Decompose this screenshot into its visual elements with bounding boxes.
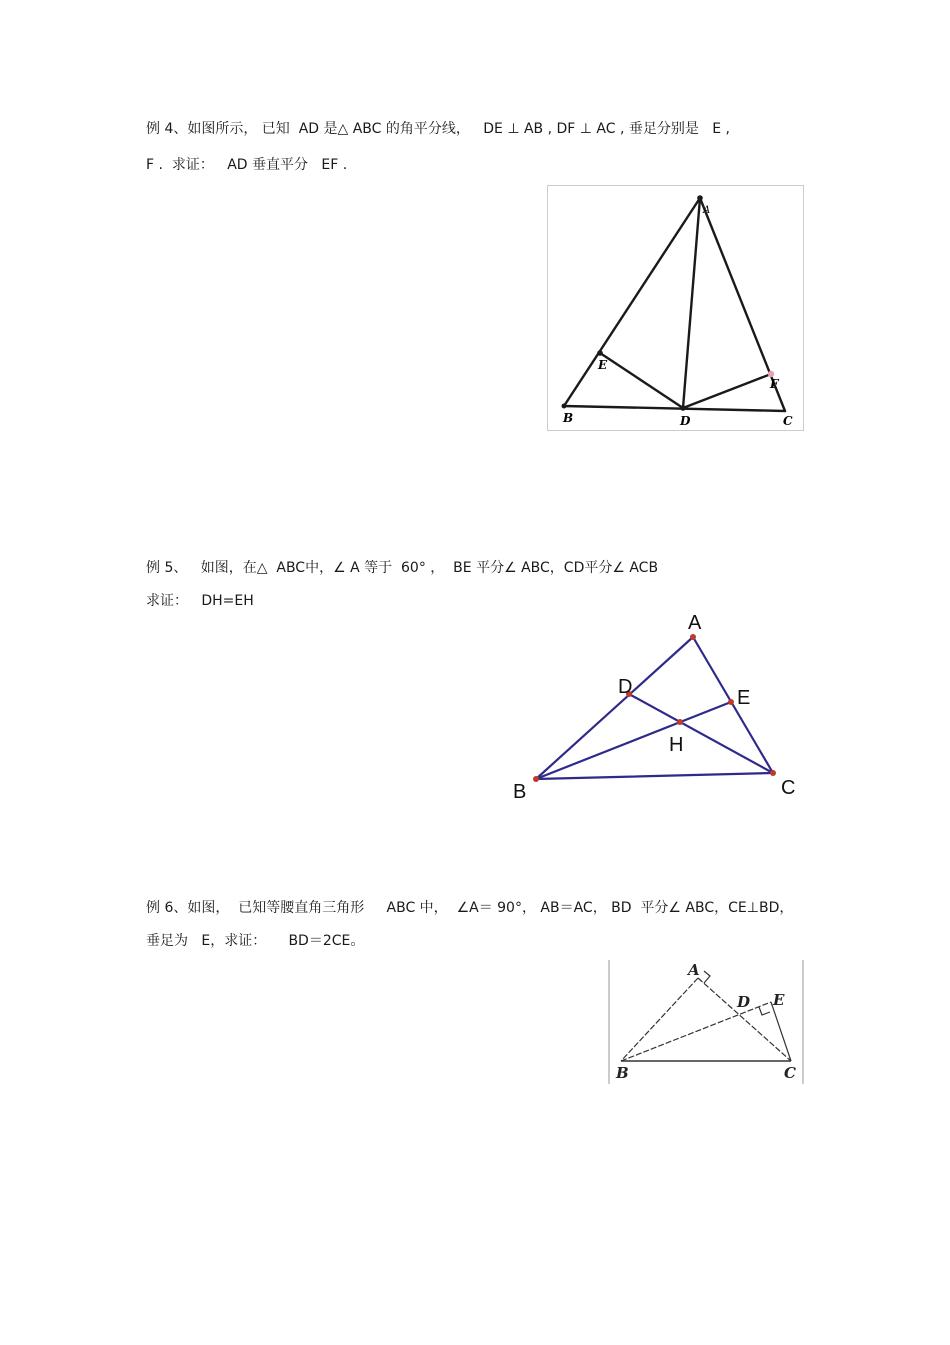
label-E: E bbox=[737, 687, 751, 709]
label-H: H bbox=[669, 734, 684, 756]
point-A bbox=[697, 195, 703, 201]
point-D bbox=[680, 405, 686, 411]
segment-BE bbox=[536, 702, 731, 779]
point-E bbox=[728, 699, 734, 705]
label-A: A bbox=[703, 205, 711, 216]
label-B: B bbox=[563, 411, 574, 425]
label-D: D bbox=[618, 676, 633, 698]
point-E bbox=[597, 350, 603, 356]
side-AB bbox=[621, 978, 698, 1061]
point-H bbox=[677, 719, 683, 725]
point-A bbox=[690, 634, 696, 640]
label-B: B bbox=[513, 781, 527, 803]
segment-CE bbox=[771, 1002, 791, 1061]
point-B bbox=[533, 776, 539, 782]
label-A: A bbox=[688, 961, 700, 979]
label-C: C bbox=[781, 777, 796, 799]
segment-AD bbox=[683, 198, 700, 408]
example-4-statement-line-2: F . 求证： AD 垂直平分 EF . bbox=[146, 157, 348, 173]
label-E: E bbox=[773, 991, 785, 1009]
label-A: A bbox=[688, 612, 702, 634]
example-6-statement-line-2: 垂足为 E，求证： BD＝2CE。 bbox=[146, 933, 365, 949]
example-5-statement-line-1: 例 5、 如图，在△ ABC中，∠ A 等于 60° ， BE 平分∠ ABC，CD平分∠ ACB bbox=[146, 560, 659, 576]
figure-5-triangle-diagram bbox=[500, 605, 810, 805]
segment-DF bbox=[683, 374, 771, 408]
label-E: E bbox=[598, 358, 608, 372]
label-F: F bbox=[770, 377, 779, 391]
example-4-statement-line-1: 例 4、如图所示， 已知 AD 是△ ABC 的角平分线， DE ⊥ AB , DF ⊥ AC , 垂足分别是 E , bbox=[146, 121, 730, 137]
label-D: D bbox=[737, 993, 751, 1011]
label-C: C bbox=[784, 1064, 796, 1082]
segment-DE bbox=[600, 353, 683, 408]
label-B: B bbox=[616, 1064, 629, 1082]
right-angle-mark-E bbox=[759, 1007, 770, 1015]
label-C: C bbox=[783, 414, 793, 428]
example-5-statement-line-2: 求证： DH=EH bbox=[146, 593, 254, 609]
side-AC bbox=[693, 637, 773, 773]
side-BC bbox=[536, 773, 773, 779]
point-C bbox=[770, 770, 776, 776]
figure-4-triangle-diagram bbox=[547, 185, 804, 431]
side-AB bbox=[536, 637, 693, 779]
side-BC bbox=[564, 406, 785, 411]
right-angle-mark-A bbox=[704, 971, 710, 983]
point-B bbox=[562, 404, 567, 409]
figure-6-right-triangle-diagram bbox=[608, 960, 804, 1084]
example-6-statement-line-1: 例 6、如图， 已知等腰直角三角形 ABC 中， ∠A＝ 90°， AB＝AC， BD 平分∠ ABC，CE⊥BD， bbox=[146, 900, 794, 916]
label-D: D bbox=[680, 414, 691, 428]
